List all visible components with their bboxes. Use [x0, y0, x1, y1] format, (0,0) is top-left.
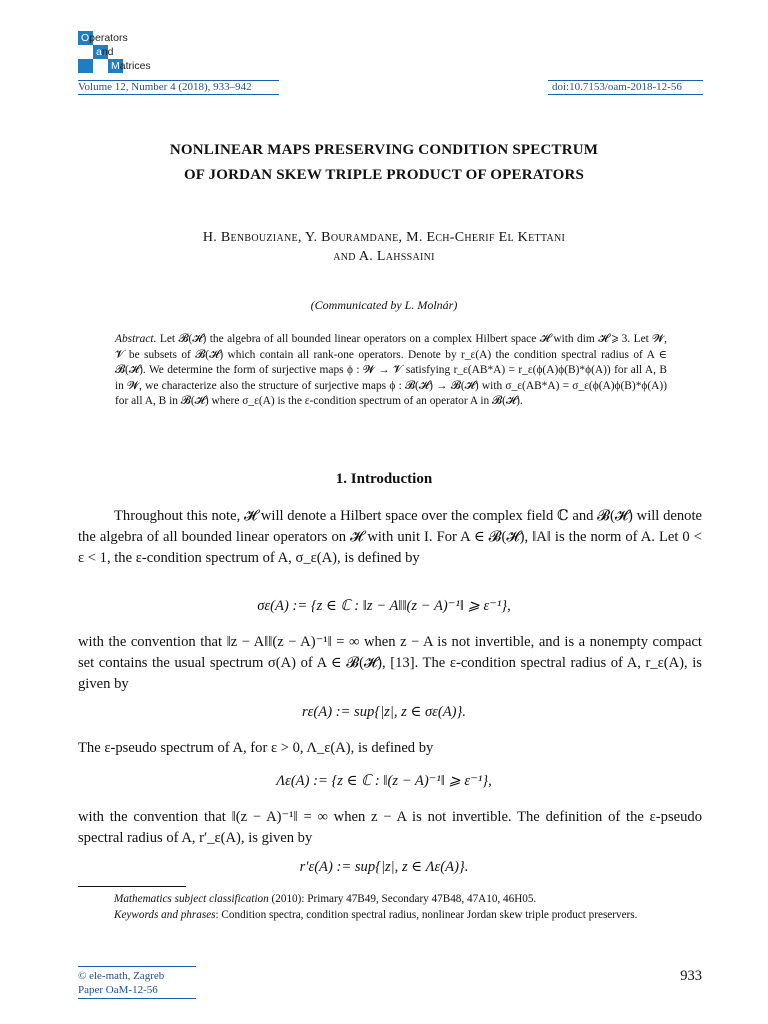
abstract-label: Abstract. [115, 333, 157, 345]
publisher-line1: © ele-math, Zagreb [78, 970, 165, 982]
publisher-rule [78, 998, 196, 999]
logo-word: Matrices [111, 60, 151, 72]
authors-line1: H. Benbouziane, Y. Bouramdane, M. Ech-Cherif El Kettani [202, 230, 566, 245]
footnote-msc: Mathematics subject classification (2010): Primary 47B49, Secondary 47B48, 47A10, 46H05. [114, 893, 537, 905]
publisher-rule [78, 966, 196, 967]
paper-title-line2: OF JORDAN SKEW TRIPLE PRODUCT OF OPERATORS [183, 167, 585, 183]
paragraph-1: Throughout this note, 𝓗 will denote a Hilbert space over the complex field ℂ and 𝓑(𝓗) will denote the algebra of all bounded linear operators on 𝓗 with unit I. For A ∈ 𝓑(𝓗), ‖A‖ is the norm of A. Let 0 < ε < 1, the ε-condition spectrum of A, σ_ε(A), is defined by [78, 508, 702, 566]
equation-condition-spectrum: σε(A) := {z ∈ ℂ : ‖z − A‖‖(z − A)⁻¹‖ ⩾ ε⁻¹}, [257, 598, 511, 614]
paper-id: Paper OaM-12-56 [78, 984, 158, 996]
authors-line2: and A. Lahssaini [333, 249, 435, 264]
page-number: 933 [680, 968, 702, 984]
paragraph-3: The ε-pseudo spectrum of A, for ε > 0, Λ_ε(A), is defined by [78, 740, 434, 756]
communicated-by: (Communicated by L. Molnár) [310, 298, 458, 312]
abstract-text: Let 𝓑(𝓗) the algebra of all bounded linear operators on a complex Hilbert space 𝓗 with dim 𝓗 ⩾ 3. Let 𝓦, 𝓥 be subsets of 𝓑(𝓗) which contain all rank-one operators. Denote by r_ε(A) the condition spectral radius of A ∈ 𝓑(𝓗). We determine the form of surjective maps ϕ : 𝓦 → 𝓥 satisfying r_ε(AB*A) = r_ε(ϕ(A)ϕ(B)*ϕ(A)) for all A, B in 𝓦, we characterize also the structure of surjective maps ϕ : 𝓑(𝓗) → 𝓑(𝓗) with σ_ε(AB*A) = σ_ε(ϕ(A)ϕ(B)*ϕ(A)) for all A, B in 𝓑(𝓗) where σ_ε(A) is the ε-condition spectrum of an operator A in 𝓑(𝓗). [115, 333, 667, 407]
section-title: 1. Introduction [335, 471, 433, 487]
logo-word: and [96, 46, 114, 58]
footnote-keywords: Keywords and phrases: Condition spectra, condition spectral radius, nonlinear Jordan skew triple product preservers. [114, 909, 638, 921]
doi-link[interactable]: doi:10.7153/oam-2018-12-56 [552, 81, 682, 93]
footnote-rule [78, 886, 186, 887]
equation-pseudo-radius: r′ε(A) := sup{|z|, z ∈ Λε(A)}. [299, 859, 469, 875]
paper-title-line1: NONLINEAR MAPS PRESERVING CONDITION SPECTRUM [169, 142, 599, 158]
abstract [115, 332, 667, 410]
equation-spectral-radius: rε(A) := sup{|z|, z ∈ σε(A)}. [301, 704, 467, 720]
paragraph-2: with the convention that ‖z − A‖‖(z − A)⁻¹‖ = ∞ when z − A is not invertible, and is a nonempty compact set contains the usual spectrum σ(A) of A ∈ 𝓑(𝓗), [13]. The ε-condition spectral radius of A, r_ε(A), is given by [78, 634, 702, 692]
paragraph-4: with the convention that ‖(z − A)⁻¹‖ = ∞ when z − A is not invertible. The definition of the ε-pseudo spectral radius of A, r′_ε(A), is given by [78, 809, 702, 846]
equation-pseudo-spectrum: Λε(A) := {z ∈ ℂ : ‖(z − A)⁻¹‖ ⩾ ε⁻¹}, [276, 773, 492, 789]
logo-word: Operators [81, 32, 128, 44]
header-rule [548, 94, 703, 95]
logo-square [78, 59, 93, 73]
header-rule [78, 94, 279, 95]
volume-info: Volume 12, Number 4 (2018), 933–942 [78, 81, 252, 93]
